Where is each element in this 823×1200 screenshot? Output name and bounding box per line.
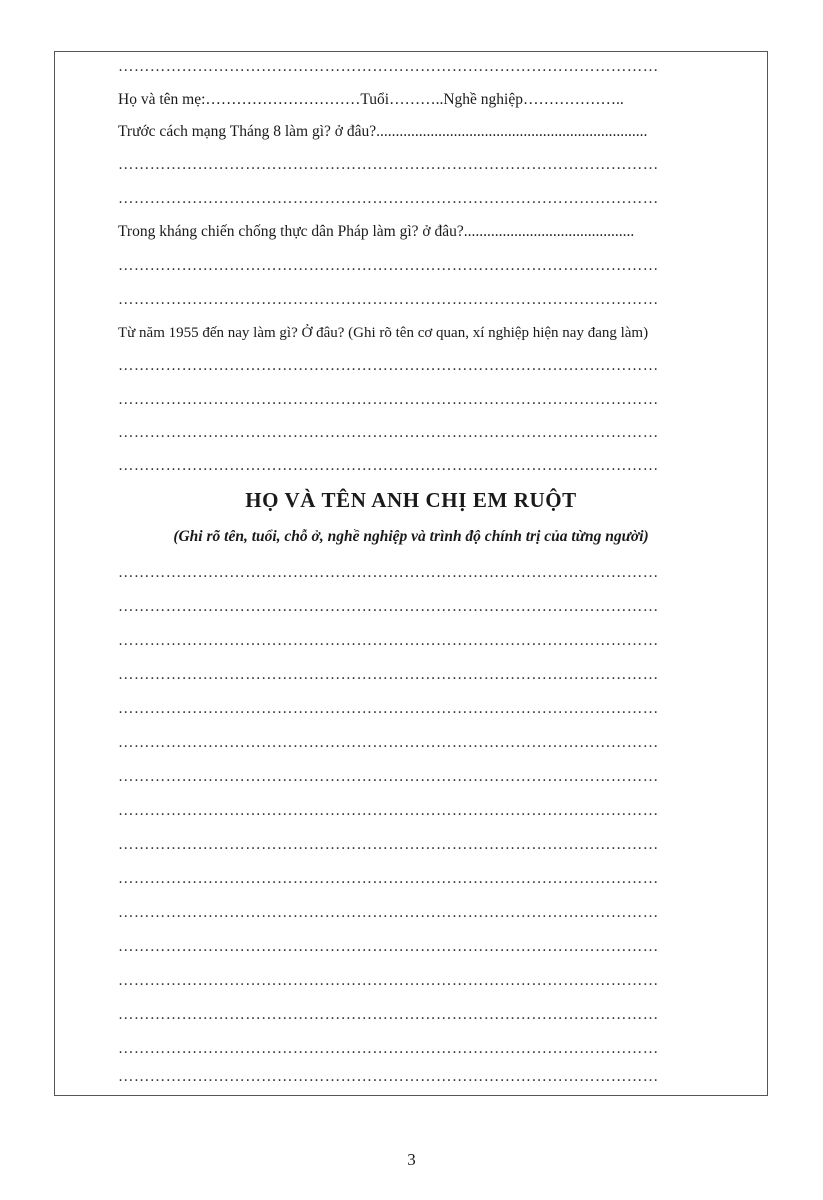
answer-line[interactable]: …………………………………………………………………………………………	[118, 938, 659, 955]
answer-line[interactable]: …………………………………………………………………………………………	[118, 1068, 659, 1085]
answer-line[interactable]: …………………………………………………………………………………………	[118, 457, 659, 474]
answer-line[interactable]: …………………………………………………………………………………………	[118, 424, 659, 441]
page-number: 3	[407, 1150, 416, 1169]
answer-line[interactable]: …………………………………………………………………………………………	[118, 904, 659, 921]
answer-line[interactable]: …………………………………………………………………………………………	[118, 156, 659, 173]
answer-line[interactable]: …………………………………………………………………………………………	[118, 190, 659, 207]
answer-line[interactable]: …………………………………………………………………………………………	[118, 598, 659, 615]
siblings-section-instructions: (Ghi rõ tên, tuổi, chỗ ở, nghề nghiệp và trình độ chính trị của từng người)	[173, 528, 649, 545]
answer-line[interactable]: …………………………………………………………………………………………	[118, 768, 659, 785]
answer-line[interactable]: …………………………………………………………………………………………	[118, 1006, 659, 1023]
answer-line[interactable]: …………………………………………………………………………………………	[118, 666, 659, 683]
answer-line[interactable]: …………………………………………………………………………………………	[118, 257, 659, 274]
answer-line[interactable]: …………………………………………………………………………………………	[118, 734, 659, 751]
answer-line[interactable]: …………………………………………………………………………………………	[118, 870, 659, 887]
mother-before-revolution-question[interactable]: Trước cách mạng Tháng 8 làm gì? ở đâu?......................................................................	[118, 123, 648, 140]
mother-name-line[interactable]: Họ và tên mẹ:…………………………Tuổi………..Nghề nghiệp………………..	[118, 91, 624, 108]
answer-line[interactable]: …………………………………………………………………………………………	[118, 802, 659, 819]
answer-line[interactable]: …………………………………………………………………………………………	[118, 836, 659, 853]
answer-line[interactable]: …………………………………………………………………………………………	[118, 632, 659, 649]
answer-line[interactable]: …………………………………………………………………………………………	[118, 564, 659, 581]
answer-line[interactable]: …………………………………………………………………………………………	[118, 391, 659, 408]
mother-since-1955-question: Từ năm 1955 đến nay làm gì? Ở đâu? (Ghi rõ tên cơ quan, xí nghiệp hiện nay đang làm)	[118, 325, 649, 341]
answer-line[interactable]: …………………………………………………………………………………………	[118, 291, 659, 308]
answer-line[interactable]: …………………………………………………………………………………………	[118, 700, 659, 717]
siblings-section-title: HỌ VÀ TÊN ANH CHỊ EM RUỘT	[245, 488, 577, 512]
answer-line[interactable]: …………………………………………………………………………………………	[118, 357, 659, 374]
mother-resistance-question[interactable]: Trong kháng chiến chống thực dân Pháp làm gì? ở đâu?............................................	[118, 223, 635, 240]
answer-line[interactable]: …………………………………………………………………………………………	[118, 1040, 659, 1057]
answer-line[interactable]: …………………………………………………………………………………………	[118, 58, 659, 75]
answer-line[interactable]: …………………………………………………………………………………………	[118, 972, 659, 989]
